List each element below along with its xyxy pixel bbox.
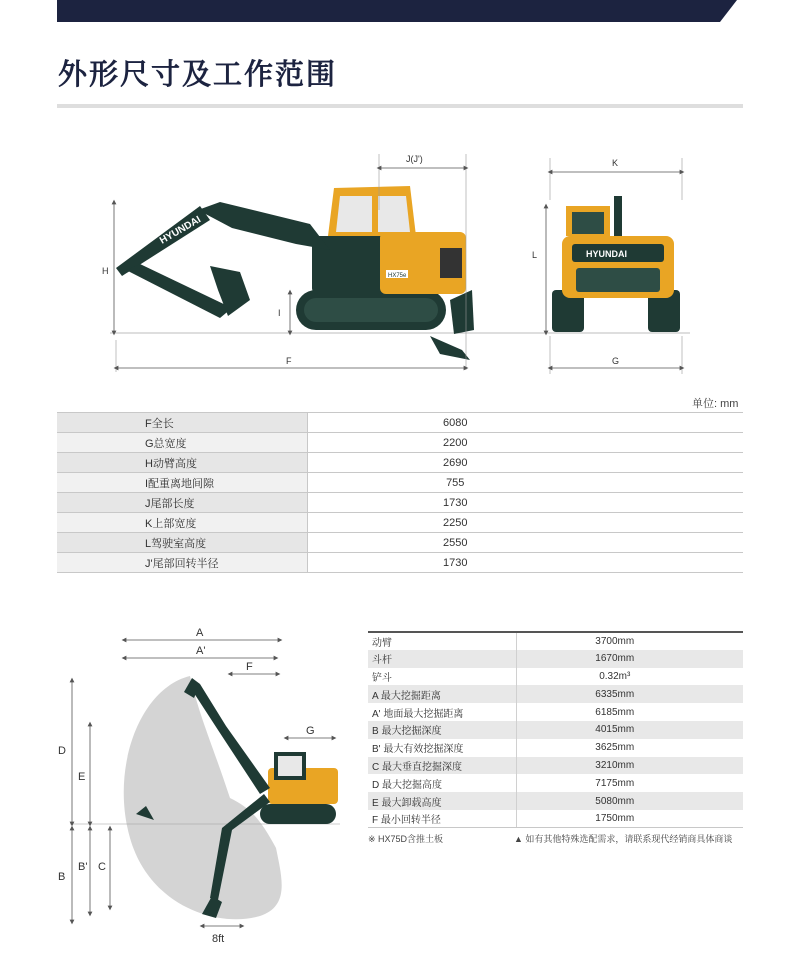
table-row: [57, 473, 743, 493]
dim-label: J尾部长度: [57, 493, 307, 513]
label-b: B: [58, 871, 66, 883]
spec-label: B 最大挖掘深度: [368, 721, 516, 739]
spec-value: 6185mm: [595, 706, 635, 718]
label-g-range: G: [306, 725, 315, 737]
spec-label: F 最小回转半径: [368, 810, 516, 828]
unit-label: 单位: mm: [692, 398, 739, 410]
label-i: I: [278, 308, 281, 318]
spec-value: 5080mm: [516, 792, 743, 810]
label-c: C: [98, 861, 106, 873]
label-f-range: F: [246, 661, 253, 673]
dimensions-table: [57, 412, 743, 573]
spec-label: C 最大垂直挖掘深度: [368, 757, 516, 775]
dimension-diagram: [100, 140, 700, 380]
label-l: L: [532, 250, 538, 260]
spec-value: 0.32m³: [599, 670, 631, 682]
spec-label: A' 地面最大挖掘距离: [368, 703, 516, 721]
dim-value: 2690: [307, 453, 743, 473]
spec-label: 铲斗: [368, 668, 516, 686]
spec-label: D 最大挖掘高度: [368, 774, 516, 792]
label-k: K: [612, 158, 619, 168]
dim-label: L驾驶室高度: [57, 533, 307, 553]
table-row: [368, 703, 743, 721]
dim-value: 2200: [307, 433, 743, 453]
excavator-side-view: [116, 186, 474, 360]
table-row: [57, 433, 743, 453]
title-divider: [57, 104, 743, 108]
label-a-prime: A': [196, 645, 206, 657]
header-banner: [57, 0, 737, 22]
table-row: [57, 453, 743, 473]
table-row: [368, 721, 743, 739]
spec-value: 1750mm: [516, 810, 743, 828]
dim-value: 1730: [307, 493, 743, 513]
spec-label: B' 最大有效挖掘深度: [368, 739, 516, 757]
dim-label: J'尾部回转半径: [57, 553, 307, 573]
table-row: [368, 774, 743, 792]
dim-label: I配重离地间隙: [57, 473, 307, 493]
table-row: [57, 413, 743, 433]
model-badge: HX75e: [388, 273, 407, 279]
table-row: [368, 739, 743, 757]
spec-label: A 最大挖掘距离: [368, 685, 516, 703]
table-row: [368, 668, 743, 686]
dim-label: G总宽度: [57, 433, 307, 453]
dim-value: 2550: [307, 533, 743, 553]
footnote-options: ▲ 如有其他特殊选配需求，请联系现代经销商具体商谈: [514, 834, 733, 844]
spec-value: 3210mm: [516, 757, 743, 775]
rear-brand-text: HYUNDAI: [586, 249, 628, 259]
spec-value: 1670mm: [516, 650, 743, 668]
dim-value: 755: [307, 473, 743, 493]
spec-value: 4015mm: [516, 721, 743, 739]
table-row: [368, 650, 743, 668]
working-range-specs-table: [368, 631, 743, 828]
label-d: D: [58, 745, 66, 757]
dim-label: K上部宽度: [57, 513, 307, 533]
label-j: J(J'): [406, 154, 423, 164]
dim-value: 1730: [307, 553, 743, 573]
spec-value: 3700mm: [516, 632, 743, 650]
table-row: [368, 757, 743, 775]
spec-value: 3625mm: [595, 742, 635, 754]
table-row: [368, 792, 743, 810]
working-range-diagram: [50, 618, 350, 958]
table-row: [57, 533, 743, 553]
dim-label: F全长: [57, 413, 307, 433]
label-f: F: [286, 356, 292, 366]
table-row: [368, 632, 743, 650]
label-8ft: 8ft: [212, 933, 225, 945]
side-brand-text: HYUNDAI: [158, 214, 203, 247]
spec-value: 7175mm: [595, 777, 635, 789]
spec-label: 动臂: [368, 632, 516, 650]
table-row: [368, 685, 743, 703]
page-title: 外形尺寸及工作范围: [58, 59, 338, 91]
table-row: [57, 493, 743, 513]
spec-value: 6335mm: [516, 685, 743, 703]
label-a: A: [196, 627, 204, 639]
spec-label: 斗杆: [368, 650, 516, 668]
label-e: E: [78, 771, 86, 783]
table-row: [57, 553, 743, 573]
dim-label: H动臂高度: [57, 453, 307, 473]
table-row: [57, 513, 743, 533]
table-row: [368, 810, 743, 828]
label-h: H: [102, 266, 109, 276]
footnote-dozer: ※ HX75D含推土板: [368, 834, 444, 844]
label-g: G: [612, 356, 620, 366]
excavator-rear-view: [552, 196, 680, 332]
dim-value: 2250: [307, 513, 743, 533]
label-b-prime: B': [78, 861, 88, 873]
spec-label: E 最大卸载高度: [368, 792, 516, 810]
dim-value: 6080: [307, 413, 743, 433]
